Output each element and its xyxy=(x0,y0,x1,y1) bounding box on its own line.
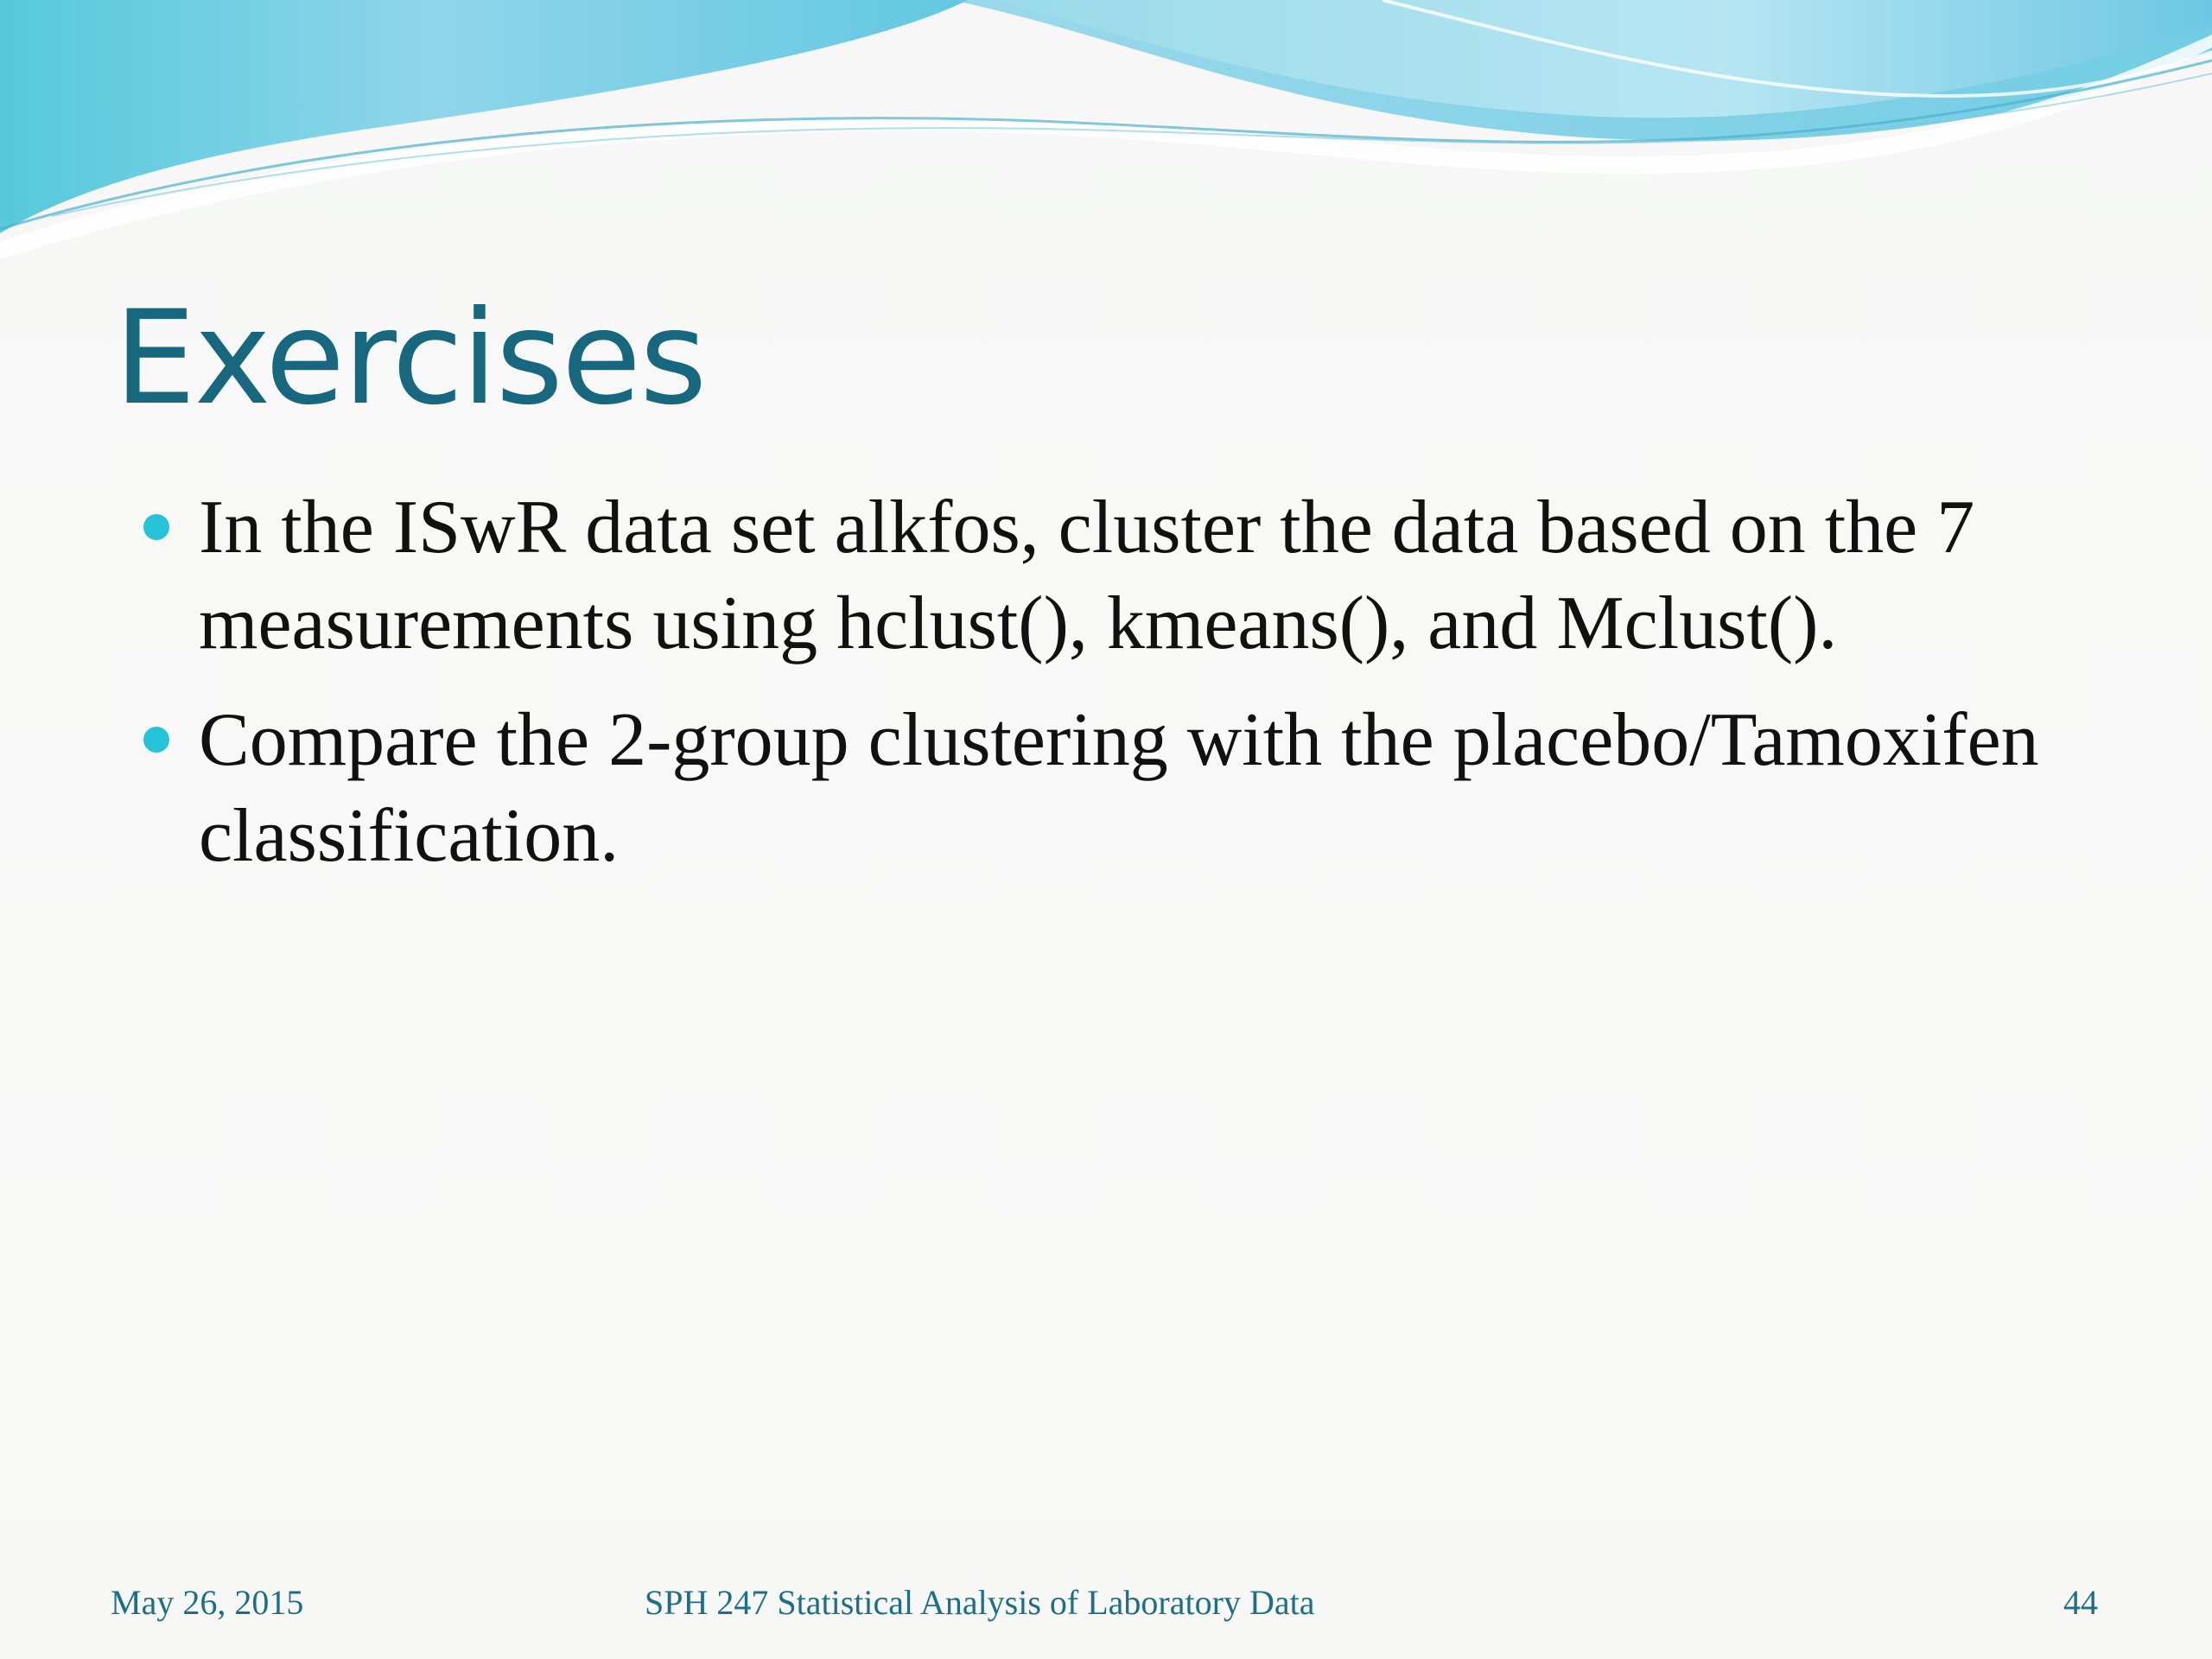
bullet-dot-icon xyxy=(143,514,169,540)
bullet-text: Compare the 2-group clustering with the placebo/Tamoxifen classification. xyxy=(199,698,2039,878)
bullet-item xyxy=(138,480,2126,671)
bullet-dot-icon xyxy=(143,727,169,753)
bullet-text: In the ISwR data set alkfos, cluster the data based on the 7 measurements using hclust(), kmeans(), and Mclust(). xyxy=(199,486,1975,665)
bullet-list xyxy=(138,480,2126,905)
bullet-item xyxy=(138,692,2126,884)
footer-course-title: SPH 247 Statistical Analysis of Laboratory Data xyxy=(645,1583,1315,1622)
slide-title: Exercises xyxy=(114,283,706,434)
top-wave-decoration xyxy=(0,0,2212,259)
footer-page-number: 44 xyxy=(2063,1583,2098,1622)
footer-date: May 26, 2015 xyxy=(111,1583,304,1622)
